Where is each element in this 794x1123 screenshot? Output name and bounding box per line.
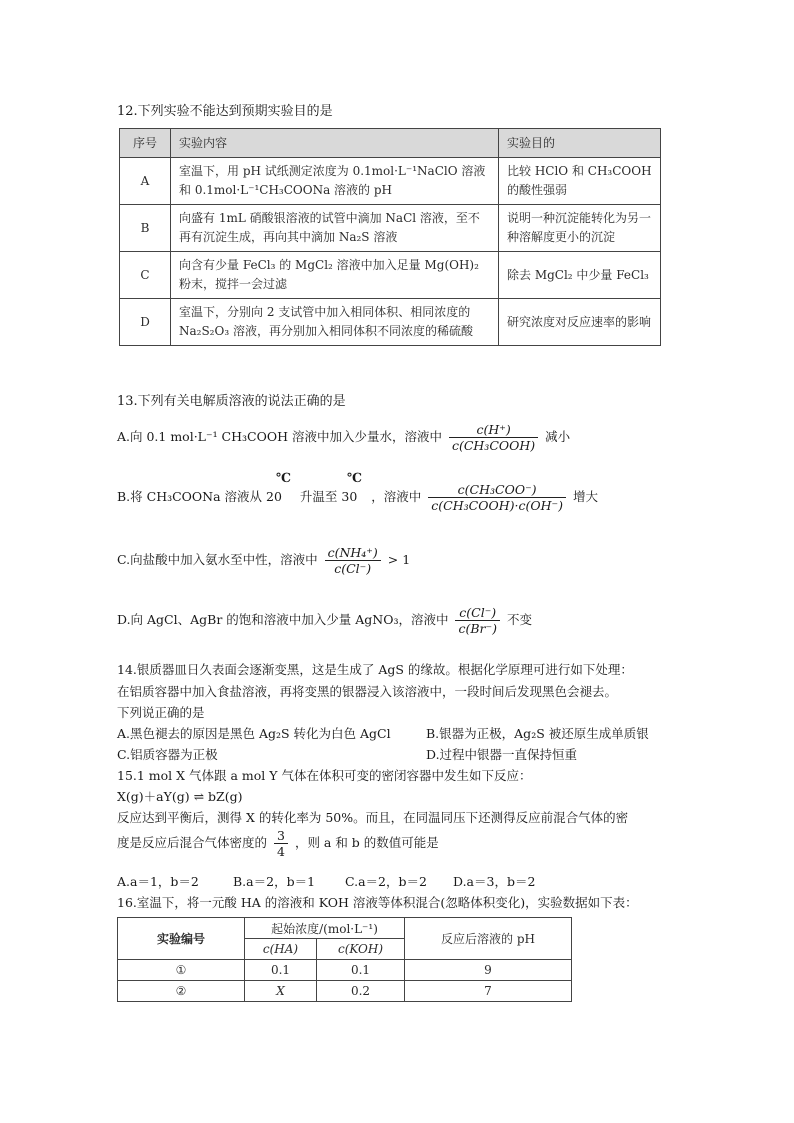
q15-option-a: A.a＝1，b＝2 (117, 874, 199, 889)
q13-option-a (117, 422, 570, 453)
fraction-numerator: c(NH₄⁺) (327, 545, 378, 560)
row-id: ① (118, 960, 245, 981)
q15-equation: X(g)＋aY(g) ⇌ bZ(g) (117, 789, 243, 804)
q13-title: 13.下列有关电解质溶液的说法正确的是 (117, 394, 346, 409)
row-c-ha: X (245, 981, 317, 1002)
q15-option-d: D.a＝3，b＝2 (453, 874, 536, 889)
fraction-numerator: c(H⁺) (476, 422, 511, 437)
option-c-text: C.向盐酸中加入氨水至中性，溶液中 (117, 552, 318, 567)
option-a-text: A.向 0.1 mol·L⁻¹ CH₃COOH 溶液中加入少量水，溶液中 (117, 429, 442, 444)
header-content: 实验内容 (171, 129, 499, 158)
row-id: ② (118, 981, 245, 1002)
row-purpose: 比较 HClO 和 CH₃COOH 的酸性强弱 (499, 158, 661, 205)
fraction-denominator: c(Br⁻) (455, 620, 500, 636)
fraction-numerator: 3 (277, 828, 285, 843)
degree-unit-2: ℃ (347, 470, 362, 485)
table-row (120, 205, 661, 252)
fraction-denominator: c(Cl⁻) (325, 560, 381, 576)
row-id: C (120, 252, 171, 299)
row-purpose: 说明一种沉淀能转化为另一种溶解度更小的沉淀 (499, 205, 661, 252)
q14-option-b: B.银器为正极，Ag₂S 被还原生成单质银 (426, 726, 649, 741)
row-id: D (120, 299, 171, 346)
option-b-text2: ，溶液中 (371, 489, 422, 504)
row-ph: 7 (405, 981, 572, 1002)
header-ph: 反应后溶液的 pH (405, 918, 572, 960)
row-c-koh: 0.2 (316, 981, 404, 1002)
q15-line3-post: ，则 a 和 b 的数值可能是 (294, 835, 439, 850)
q14-line2: 在铝质容器中加入食盐溶液，再将变黑的银器浸入该溶液中，一段时间后发现黑色会褪去。 (117, 684, 618, 699)
q16-table (117, 917, 572, 1002)
q15-option-c: C.a＝2，b＝2 (345, 874, 427, 889)
q15-option-b: B.a＝2，b＝1 (233, 874, 316, 889)
option-d-result: 不变 (506, 612, 532, 627)
option-a-fraction (449, 422, 538, 453)
fraction-numerator: c(CH₃COO⁻) (457, 482, 537, 497)
table-header-row (120, 129, 661, 158)
row-content: 室温下，用 pH 试纸测定浓度为 0.1mol·L⁻¹NaClO 溶液和 0.1mol·L⁻¹CH₃COONa 溶液的 pH (171, 158, 499, 205)
row-content: 向盛有 1mL 硝酸银溶液的试管中滴加 NaCl 溶液，至不再有沉淀生成，再向其中滴加 Na₂S 溶液 (171, 205, 499, 252)
header-experiment-id: 实验编号 (118, 918, 245, 960)
option-c-result: > 1 (387, 552, 411, 567)
q15-line1: 15.1 mol X 气体跟 a mol Y 气体在体积可变的密闭容器中发生如下反应： (117, 768, 532, 783)
option-b-result: 增大 (572, 489, 598, 504)
row-purpose: 研究浓度对反应速率的影响 (499, 299, 661, 346)
row-content: 向含有少量 FeCl₃ 的 MgCl₂ 溶液中加入足量 Mg(OH)₂ 粉末，搅拌一会过滤 (171, 252, 499, 299)
header-purpose: 实验目的 (499, 129, 661, 158)
q15-line3 (117, 828, 439, 859)
q13-option-c (117, 545, 410, 576)
option-b-heat: 升温至 30 (299, 489, 358, 504)
q15-fraction (274, 828, 288, 859)
table-row (120, 252, 661, 299)
header-c-koh: c(KOH) (316, 939, 404, 960)
row-c-ha: 0.1 (245, 960, 317, 981)
option-c-fraction (325, 545, 381, 576)
q15-line2: 反应达到平衡后，测得 X 的转化率为 50%。而且，在同温同压下还测得反应前混合气体的密 (117, 810, 629, 825)
q13-option-d (117, 605, 532, 636)
option-d-text: D.向 AgCl、AgBr 的饱和溶液中加入少量 AgNO₃，溶液中 (117, 612, 449, 627)
fraction-denominator: c(CH₃COOH)·c(OH⁻) (428, 497, 566, 513)
row-purpose: 除去 MgCl₂ 中少量 FeCl₃ (499, 252, 661, 299)
table-row (120, 158, 661, 205)
q12-table (119, 128, 661, 346)
option-a-result: 减小 (545, 429, 571, 444)
q14-line3: 下列说正确的是 (117, 705, 205, 720)
table-row (120, 299, 661, 346)
q16-title: 16.室温下，将一元酸 HA 的溶液和 KOH 溶液等体积混合(忽略体积变化)，实验数据如下表： (117, 895, 638, 910)
fraction-numerator: c(Cl⁻) (459, 605, 497, 620)
q14-option-c: C.铝质容器为正极 (117, 747, 218, 762)
option-b-text: B.将 CH₃COONa 溶液从 20 (117, 489, 282, 504)
option-b-fraction (428, 482, 566, 513)
option-d-fraction (455, 605, 500, 636)
q15-line3-pre: 度是反应后混合气体密度的 (117, 835, 268, 850)
header-id: 序号 (120, 129, 171, 158)
degree-unit-1: ℃ (276, 470, 291, 485)
row-ph: 9 (405, 960, 572, 981)
table-row (118, 981, 572, 1002)
row-c-koh: 0.1 (316, 960, 404, 981)
fraction-denominator: c(CH₃COOH) (449, 437, 538, 453)
header-initial-conc: 起始浓度/(mol·L⁻¹) (245, 918, 405, 939)
row-id: B (120, 205, 171, 252)
q14-option-a: A.黑色褪去的原因是黑色 Ag₂S 转化为白色 AgCl (117, 726, 391, 741)
q14-option-d: D.过程中银器一直保持恒重 (426, 747, 578, 762)
table-row (118, 960, 572, 981)
q13-option-b (117, 482, 598, 513)
fraction-denominator: 4 (274, 843, 288, 859)
q14-line1: 14.银质器皿日久表面会逐渐变黑，这是生成了 AgS 的缘故。根据化学原理可进行如下处理： (117, 662, 633, 677)
q12-title: 12.下列实验不能达到预期实验目的是 (117, 104, 333, 119)
table-header-row (118, 918, 572, 939)
row-content: 室温下，分别向 2 支试管中加入相同体积、相同浓度的 Na₂S₂O₃ 溶液，再分别加入相同体积不同浓度的稀硫酸 (171, 299, 499, 346)
row-id: A (120, 158, 171, 205)
header-c-ha: c(HA) (245, 939, 317, 960)
